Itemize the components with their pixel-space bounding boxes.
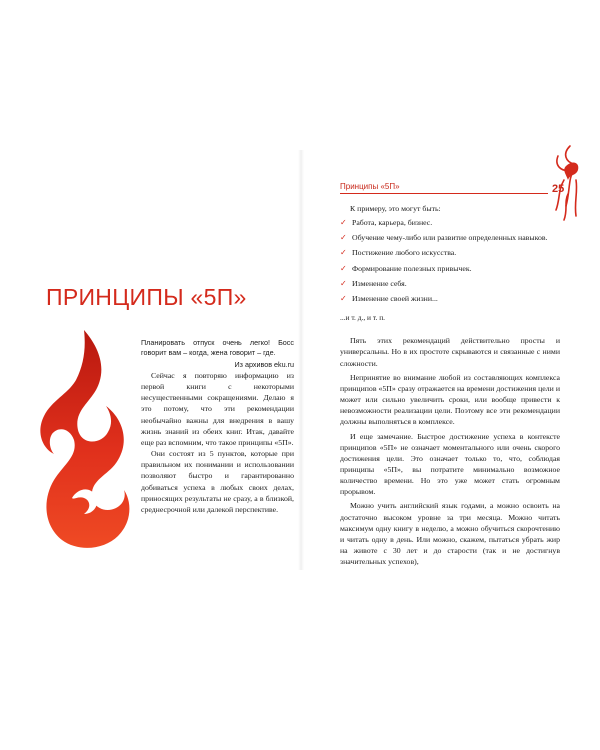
- checkmark-icon: ✓: [340, 248, 347, 258]
- list-item-text: Постижение любого искусства.: [352, 248, 457, 258]
- header-rule: [340, 193, 548, 194]
- list-item-text: Работа, карьера, бизнес.: [352, 218, 433, 228]
- list-intro: К примеру, это могут быть:: [350, 204, 441, 213]
- list-item-text: Формирование полезных привычек.: [352, 263, 472, 273]
- checkmark-icon: ✓: [340, 293, 347, 303]
- chapter-title: ПРИНЦИПЫ «5П»: [46, 284, 247, 310]
- body-paragraph: Пять этих рекомендаций действительно просты и универсальны. Но в их простоте скрываются и связанные с ними сложности.: [340, 336, 560, 368]
- list-item: [340, 217, 560, 228]
- check-list: [340, 217, 560, 304]
- book-spine: [298, 150, 304, 570]
- epigraph-source: Из архивов eku.ru: [234, 359, 294, 369]
- checkmark-icon: ✓: [340, 278, 347, 288]
- list-item-text: Изменение своей жизни...: [352, 293, 438, 303]
- checkmark-icon: ✓: [340, 218, 347, 228]
- list-item: [340, 232, 560, 243]
- epigraph: [141, 338, 294, 370]
- list-item: [340, 278, 560, 289]
- list-item: [340, 293, 560, 304]
- list-item-text: Обучение чему-либо или развитие определенных навыков.: [352, 233, 548, 243]
- body-paragraph: Можно учить английский язык годами, а можно освоить на достаточно высоком уровне за три месяца. Можно читать максимум одну книгу в неделю, а можно обучиться скорочтению и читать одну в день. Или можно, скажем, пытаться убрать жир на животе с 30 лет и до старости (так и не достигнув значительных успехов),: [340, 501, 560, 567]
- page-number: 25: [552, 183, 565, 195]
- flame-icon: [38, 328, 132, 554]
- right-page-body: [340, 203, 560, 567]
- body-paragraph: Сейчас я повторяю информацию из первой книги с некоторыми несущественными сокращениями. Делаю я это потому, что эти рекомендации необычайно важны для внедрения в вашу жизнь знаний из обеих книг. Итак, давайте еще раз вспомним, что такое принципы «5П».: [141, 371, 294, 447]
- running-head: Принципы «5П»: [340, 182, 400, 191]
- body-paragraph: Они состоят из 5 пунктов, которые при правильном их понимании и использовании позволяют быстро и гарантированно добиваться успеха в любых своих делах, приносящих результаты не сразу, а в близкой, среднесрочной или далекой перспективе.: [141, 449, 294, 514]
- checkmark-icon: ✓: [340, 263, 347, 273]
- etc-line: ...и т. д., и т. п.: [340, 313, 385, 323]
- list-item-text: Изменение себя.: [352, 278, 407, 288]
- checkmark-icon: ✓: [340, 233, 347, 243]
- body-paragraph: И еще замечание. Быстрое достижение успеха в контексте принципов «5П» не означает моментального или очень скорого достижения цели. Это означает только то, что, соблюдая принципы «5П», вы потратите минимально возможное количество времени. Но это уже может стать огромным прорывом.: [340, 431, 560, 497]
- left-page-body: [141, 370, 294, 515]
- list-item: [340, 263, 560, 274]
- list-item: [340, 247, 560, 258]
- body-paragraph: Непринятие во внимание любой из составляющих комплекса принципов «5П» сразу отражается на времени достижения цели и может или сильно увеличить сроки, или вообще привести к невозможности реализации цели. Поэтому все эти рекомендации должны выполняться в комплексе.: [340, 372, 560, 427]
- epigraph-text: Планировать отпуск очень легко! Босс говорит вам – когда, жена говорит – где.: [141, 338, 294, 358]
